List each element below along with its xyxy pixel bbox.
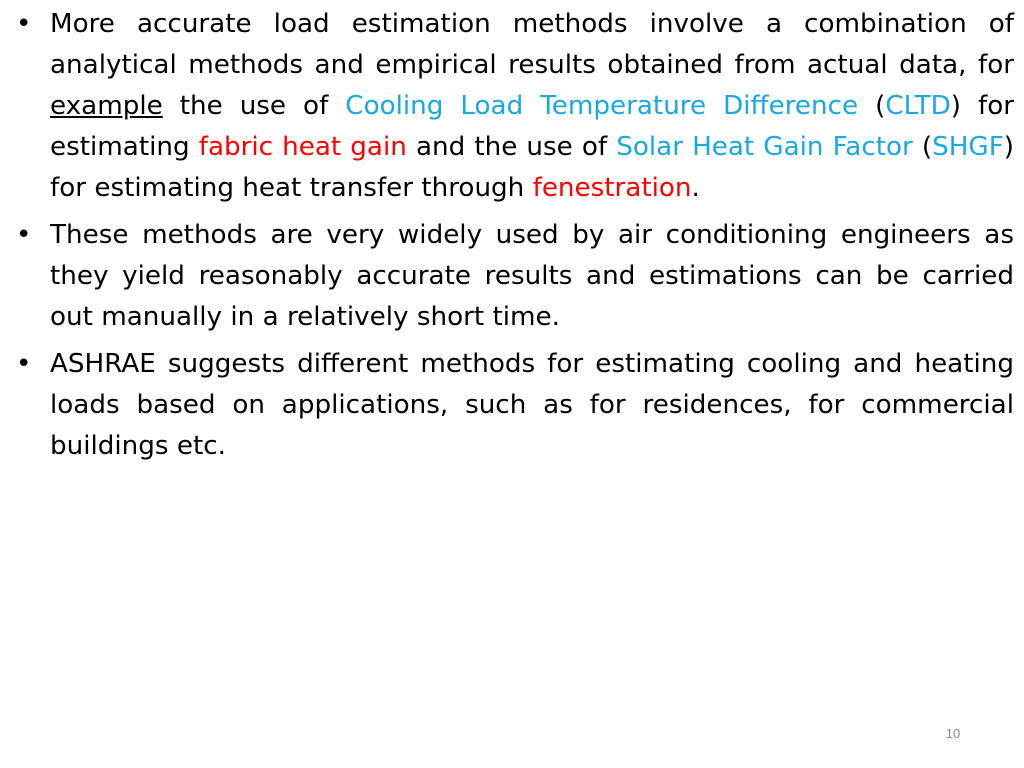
bullet-item-widely-used [14,215,1014,338]
bullet-text-segment: . [691,173,700,203]
term-fabric-heat-gain: fabric heat gain [198,132,407,162]
term-shgf: SHGF [932,132,1004,162]
term-cooling-load-temperature-difference: Cooling Load Temperature Difference [345,91,859,121]
bullet-item-ashrae [14,344,1014,467]
term-solar-heat-gain-factor: Solar Heat Gain Factor [616,132,913,162]
bullet-text-segment: the use of [162,91,346,121]
bullet-text-segment: ( [912,132,933,162]
bullet-item-load-estimation [14,4,1014,209]
page-number: 10 [945,726,961,741]
bullet-text: These methods are very widely used by air conditioning engineers as they yield reasonably accurate results and estimations can be carried out manually in a relatively short time. [50,220,1014,332]
bullet-text-segment: More accurate load estimation methods involve a combination of analytical methods and empirical results obtained from actual data, for [50,9,1014,80]
bullet-marker: • [16,349,32,379]
bullet-marker: • [16,9,32,39]
bullet-text-segment: ) for estimating heat transfer through [50,132,1014,203]
example-link-text: example [50,91,163,121]
bullet-text: ASHRAE suggests different methods for estimating cooling and heating loads based on applications, such as for residences, for commercial buildings etc. [50,349,1014,461]
bullet-text-segment: and the use of [406,132,617,162]
bullet-marker: • [16,220,32,250]
bullet-text-segment: ( [858,91,886,121]
term-cltd: CLTD [885,91,951,121]
bullet-text-segment: ) for estimating [50,91,1014,162]
bullet-list [14,4,1014,473]
term-fenestration: fenestration [532,173,692,203]
